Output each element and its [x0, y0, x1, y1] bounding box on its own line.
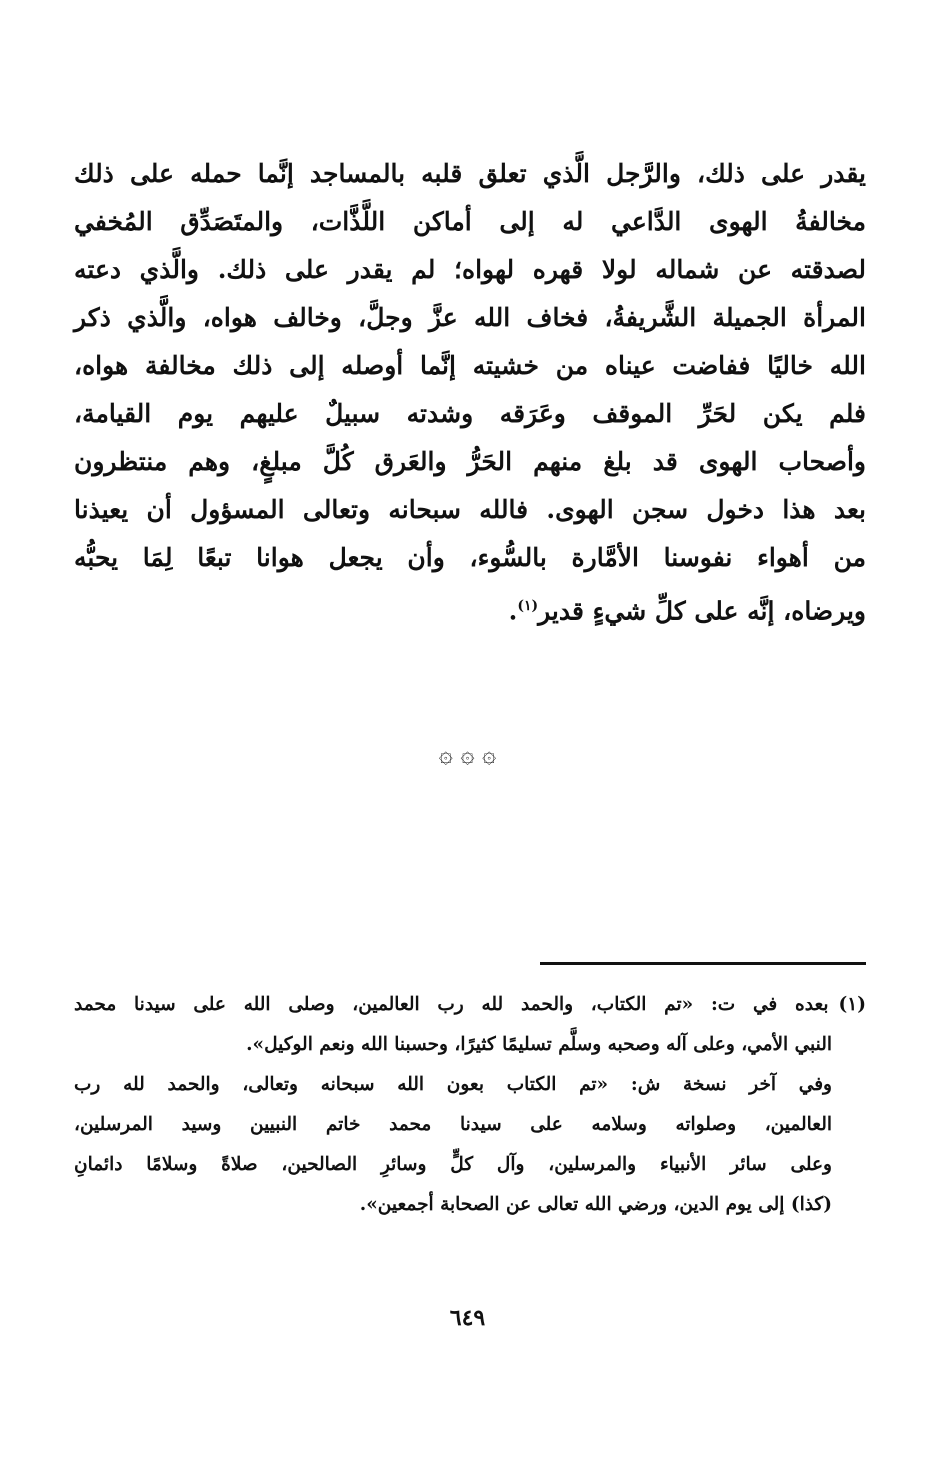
body-line: فلم يكن لحَرِّ الموقف وعَرَقه وشدته سبيلٌ عليهم يوم القيامة،: [74, 399, 866, 428]
footnote-line: العالمين، وصلواته وسلامه على سيدنا محمد خاتم النبيين وسيد المرسلين،: [74, 1114, 832, 1135]
footnote-line: وعلى سائر الأنبياء والمرسلين، وآل كلٍّ وسائرِ الصالحين، صلاةً وسلامًا دائمانِ: [74, 1154, 832, 1175]
body-line: وأصحاب الهوى قد بلغ منهم الحَرُّ والعَرق كُلَّ مبلغٍ، وهم منتظرون: [74, 447, 866, 476]
body-line: لصدقته عن شماله لولا قهره لهواه؛ لم يقدر على ذلك. والَّذي دعته: [74, 255, 866, 284]
body-line-last: [74, 582, 866, 630]
footnotes: [74, 985, 866, 1225]
footnote-line: النبي الأمي، وعلى آله وصحبه وسلَّم تسليمًا كثيرًا، وحسبنا الله ونعم الوكيل».: [246, 1034, 832, 1055]
body-text: [74, 150, 866, 630]
page-number: ٦٤٩: [449, 1305, 486, 1331]
footnote-line: (كذا) إلى يوم الدين، ورضي الله تعالى عن الصحابة أجمعين».: [359, 1194, 832, 1215]
footnote-text: بعده في ت: «تم الكتاب، والحمد لله رب العالمين، وصلى الله على سيدنا محمد: [74, 994, 829, 1015]
footnote-divider: [540, 962, 866, 965]
body-line: من أهواء نفوسنا الأمَّارة بالسُّوء، وأن يجعل هوانا تبعًا لِمَا يحبُّه: [74, 543, 866, 572]
footnote-line: وفي آخر نسخة ش: «تم الكتاب بعون الله سبحانه وتعالى، والحمد لله رب: [74, 1074, 832, 1095]
final-period: .: [508, 596, 518, 626]
section-ornaments: ۞ ۞ ۞: [438, 740, 497, 768]
footnote-number: (١): [838, 994, 866, 1015]
body-line: ويرضاه، إنَّه على كلِّ شيءٍ قدير: [538, 596, 866, 626]
body-line: بعد هذا دخول سجن الهوى. فالله سبحانه وتعالى المسؤول أن يعيذنا: [74, 495, 866, 524]
footnote-line: [74, 985, 866, 1025]
body-line: يقدر على ذلك، والرَّجل الَّذي تعلق قلبه بالمساجد إنَّما حمله على ذلك: [74, 159, 866, 188]
body-line: الله خاليًا ففاضت عيناه من خشيته إنَّما أوصله إلى ذلك مخالفة هواه،: [74, 351, 866, 380]
footnote-reference[interactable]: (١): [517, 598, 539, 614]
body-line: المرأة الجميلة الشَّريفةُ، فخاف الله عزَّ وجلَّ، وخالف هواه، والَّذي ذكر: [74, 303, 866, 332]
body-line: مخالفةُ الهوى الدَّاعي له إلى أماكن اللَّذَّات، والمتَصَدِّق المُخفي: [74, 207, 866, 236]
